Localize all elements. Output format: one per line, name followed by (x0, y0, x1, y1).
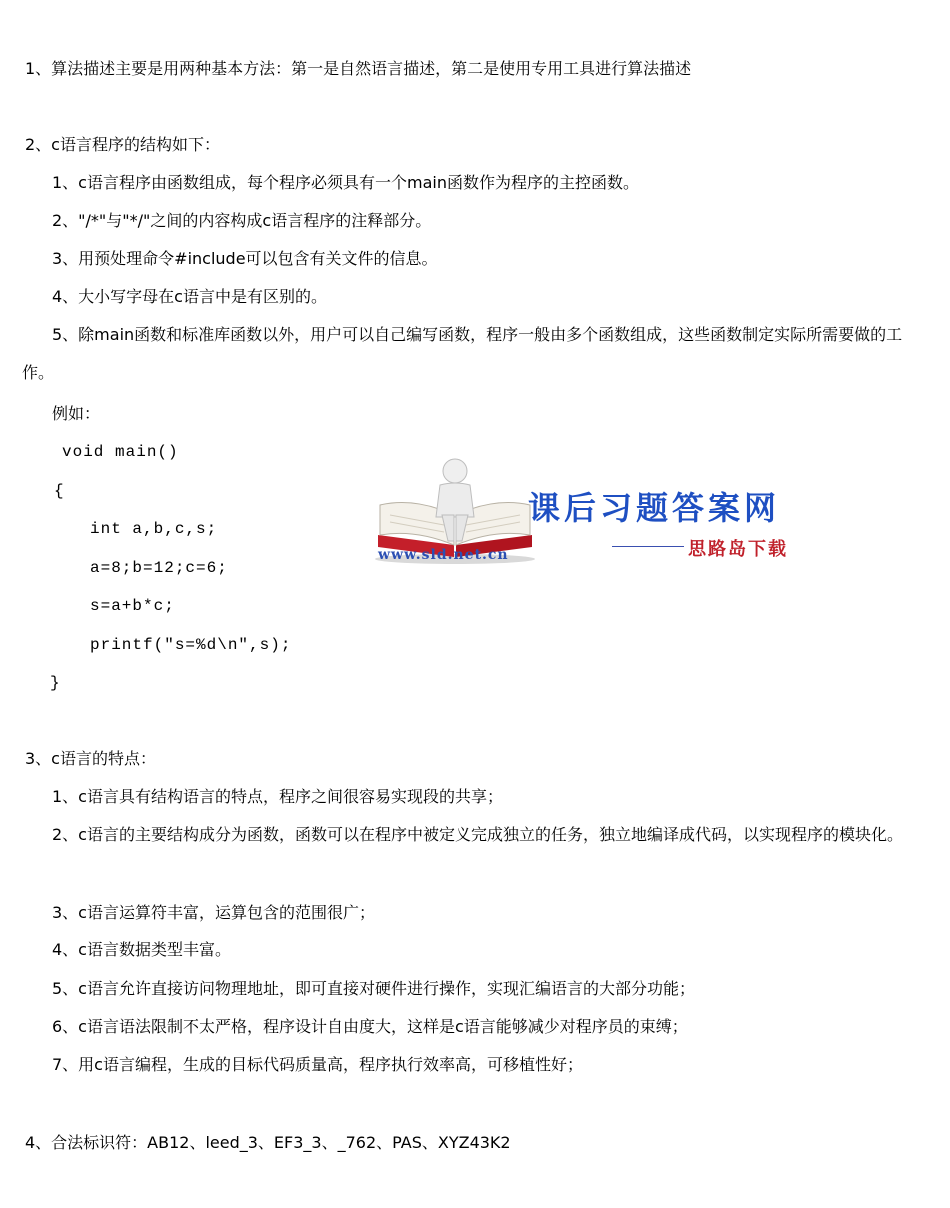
section-3-item-1: 1、c语言具有结构语言的特点，程序之间很容易实现段的共享； (52, 787, 503, 806)
section-2-item-1: 1、c语言程序由函数组成，每个程序必须具有一个main函数作为程序的主控函数。 (52, 173, 639, 192)
section-2-item-2: 2、"/*"与"*/"之间的内容构成c语言程序的注释部分。 (52, 211, 432, 230)
section-3-item-4: 4、c语言数据类型丰富。 (52, 940, 231, 959)
section-3-item-3: 3、c语言运算符丰富，运算包含的范围很广； (52, 903, 375, 922)
code-line: printf("s=%d\n",s); (90, 636, 292, 654)
section-1-heading: 1、算法描述主要是用两种基本方法：第一是自然语言描述，第二是使用专用工具进行算法描述 (25, 59, 692, 78)
watermark-dash (612, 546, 684, 547)
code-line: s=a+b*c; (90, 597, 175, 615)
code-line: } (50, 674, 61, 692)
watermark-title: 课后习题答案网 (528, 489, 781, 527)
watermark-logo (370, 455, 820, 575)
watermark-subtitle: 思路岛下载 (688, 539, 788, 560)
code-line: { (54, 482, 65, 500)
code-line: a=8;b=12;c=6; (90, 559, 228, 577)
code-line: void main() (62, 443, 179, 461)
watermark-site: www.sld.net.cn (378, 547, 509, 563)
section-3-item-7: 7、用c语言编程，生成的目标代码质量高，程序执行效率高，可移植性好； (52, 1055, 583, 1074)
section-3-heading: 3、c语言的特点： (25, 749, 156, 768)
code-line: int a,b,c,s; (90, 520, 218, 538)
section-2-item-5: 5、除main函数和标准库函数以外，用户可以自己编写函数，程序一般由多个函数组成，这些函数制定实际所需要做的工作。 (22, 325, 903, 382)
section-2-item-4: 4、大小写字母在c语言中是有区别的。 (52, 287, 327, 306)
section-3-item-5: 5、c语言允许直接访问物理地址，即可直接对硬件进行操作，实现汇编语言的大部分功能； (52, 979, 695, 998)
section-4-heading: 4、合法标识符：AB12、leed_3、EF3_3、_762、PAS、XYZ43K2 (25, 1133, 511, 1152)
section-2-item-3: 3、用预处理命令#include可以包含有关文件的信息。 (52, 249, 438, 268)
section-3-item-6: 6、c语言语法限制不太严格，程序设计自由度大，这样是c语言能够减少对程序员的束缚； (52, 1017, 688, 1036)
section-2-heading: 2、c语言程序的结构如下： (25, 135, 220, 154)
section-3-item-2: 2、c语言的主要结构成分为函数，函数可以在程序中被定义完成独立的任务，独立地编译成代码，以实现程序的模块化。 (52, 825, 903, 844)
example-label: 例如： (52, 404, 101, 423)
